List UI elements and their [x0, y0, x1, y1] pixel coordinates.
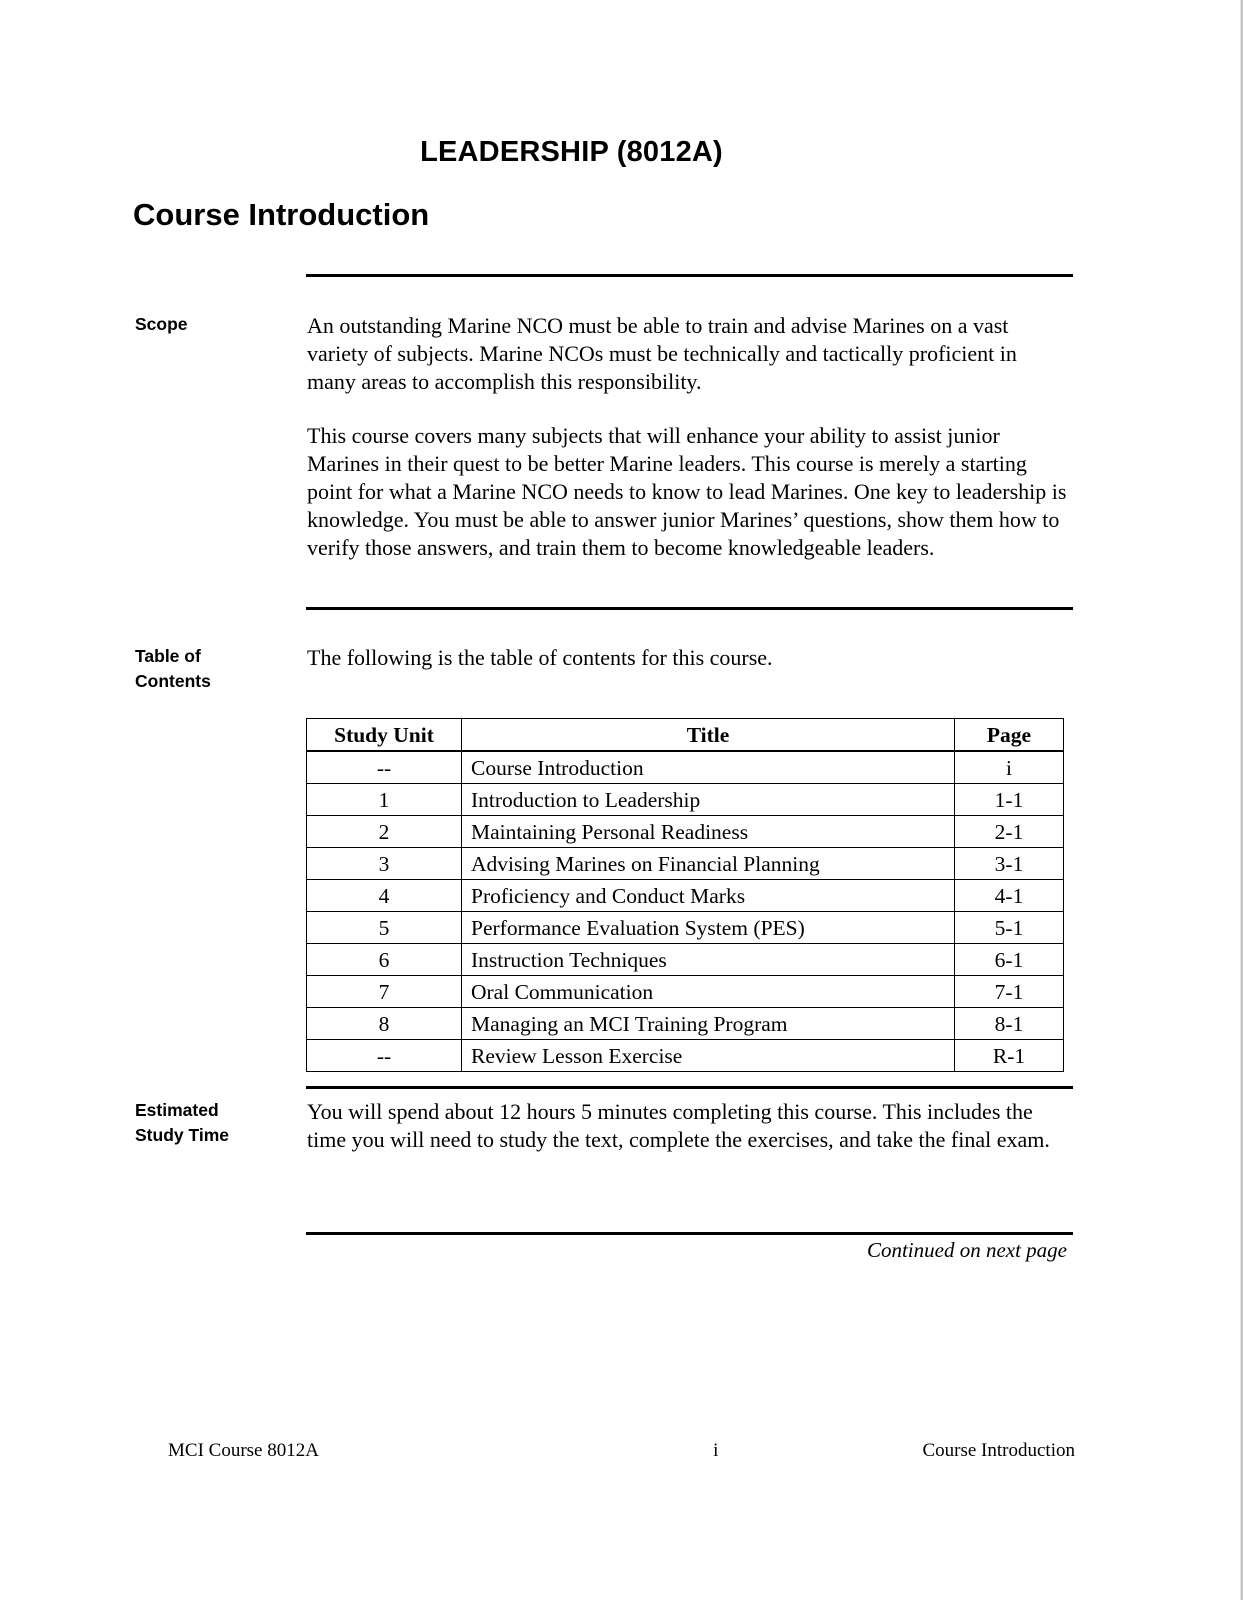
divider-rule-bottom	[306, 1232, 1073, 1235]
cell-title: Performance Evaluation System (PES)	[462, 912, 955, 944]
table-row	[307, 784, 1064, 816]
page-title: LEADERSHIP (8012A)	[420, 136, 723, 168]
table-body	[307, 751, 1064, 1072]
table-row	[307, 976, 1064, 1008]
cell-title: Advising Marines on Financial Planning	[462, 848, 955, 880]
cell-title: Proficiency and Conduct Marks	[462, 880, 955, 912]
cell-page: 3-1	[955, 848, 1064, 880]
page-footer	[168, 1440, 1075, 1462]
cell-study-unit: 6	[307, 944, 462, 976]
continued-on-next-page-note: Continued on next page	[866, 1238, 1067, 1262]
cell-page: 4-1	[955, 880, 1064, 912]
table-row	[307, 912, 1064, 944]
cell-study-unit: --	[307, 1040, 462, 1072]
cell-page: R-1	[955, 1040, 1064, 1072]
table-of-contents-label-line2: Contents	[135, 671, 211, 691]
estimated-study-time-label	[135, 1098, 300, 1148]
divider-rule-study-time	[306, 1086, 1073, 1089]
cell-study-unit: 8	[307, 1008, 462, 1040]
cell-study-unit: 5	[307, 912, 462, 944]
scope-paragraph-2: This course covers many subjects that will enhance your ability to assist junior Marines in their quest to be better Marine leaders. This course is merely a starting point for what a Marine NCO needs to know to lead Marines. One key to leadership is knowledge. You must be able to answer junior Marines’ questions, show them how to verify those answers, and train them to become knowledgeable leaders.	[307, 423, 1067, 560]
table-of-contents-label	[135, 644, 300, 694]
cell-title: Instruction Techniques	[462, 944, 955, 976]
column-header-study-unit: Study Unit	[307, 719, 462, 752]
table-of-contents-intro-body	[307, 644, 1067, 672]
cell-study-unit: 2	[307, 816, 462, 848]
divider-rule-top	[306, 274, 1073, 277]
table-of-contents-intro: The following is the table of contents for this course.	[307, 645, 773, 670]
table-head	[307, 719, 1064, 752]
section-heading: Course Introduction	[133, 197, 430, 232]
cell-title: Maintaining Personal Readiness	[462, 816, 955, 848]
table-row	[307, 1040, 1064, 1072]
footer-course-id: MCI Course 8012A	[168, 1440, 319, 1461]
scope-paragraph-1: An outstanding Marine NCO must be able to train and advise Marines on a vast variety of subjects. Marine NCOs must be technically and tactically proficient in many areas to accomplish this responsibility.	[307, 313, 1017, 394]
cell-page: 1-1	[955, 784, 1064, 816]
table-row	[307, 848, 1064, 880]
table-of-contents-label-line1: Table of	[135, 646, 201, 666]
table-row	[307, 1008, 1064, 1040]
cell-page: 6-1	[955, 944, 1064, 976]
table-row	[307, 816, 1064, 848]
table-row	[307, 751, 1064, 784]
table-header-row	[307, 719, 1064, 752]
cell-page: 5-1	[955, 912, 1064, 944]
cell-title: Review Lesson Exercise	[462, 1040, 955, 1072]
cell-study-unit: 4	[307, 880, 462, 912]
cell-study-unit: --	[307, 751, 462, 784]
cell-title: Oral Communication	[462, 976, 955, 1008]
footer-page-number: i	[713, 1440, 719, 1461]
cell-title: Course Introduction	[462, 751, 955, 784]
cell-title: Introduction to Leadership	[462, 784, 955, 816]
cell-page: i	[955, 751, 1064, 784]
table-row	[307, 944, 1064, 976]
column-header-title: Title	[462, 719, 955, 752]
cell-page: 8-1	[955, 1008, 1064, 1040]
scope-label: Scope	[135, 314, 188, 334]
estimated-study-time-label-line2: Study Time	[135, 1125, 230, 1145]
divider-rule-toc	[306, 607, 1073, 610]
column-header-page: Page	[955, 719, 1064, 752]
cell-study-unit: 7	[307, 976, 462, 1008]
table-of-contents-table	[306, 718, 1064, 1072]
estimated-study-time-body	[307, 1098, 1067, 1154]
estimated-study-time-paragraph: You will spend about 12 hours 5 minutes completing this course. This includes the time you will need to study the text, complete the exercises, and take the final exam.	[307, 1099, 1050, 1152]
scope-body	[307, 312, 1067, 562]
cell-page: 2-1	[955, 816, 1064, 848]
cell-study-unit: 3	[307, 848, 462, 880]
table-row	[307, 880, 1064, 912]
cell-page: 7-1	[955, 976, 1064, 1008]
estimated-study-time-label-line1: Estimated	[135, 1100, 219, 1120]
footer-section: Course Introduction	[922, 1440, 1075, 1461]
cell-study-unit: 1	[307, 784, 462, 816]
cell-title: Managing an MCI Training Program	[462, 1008, 955, 1040]
